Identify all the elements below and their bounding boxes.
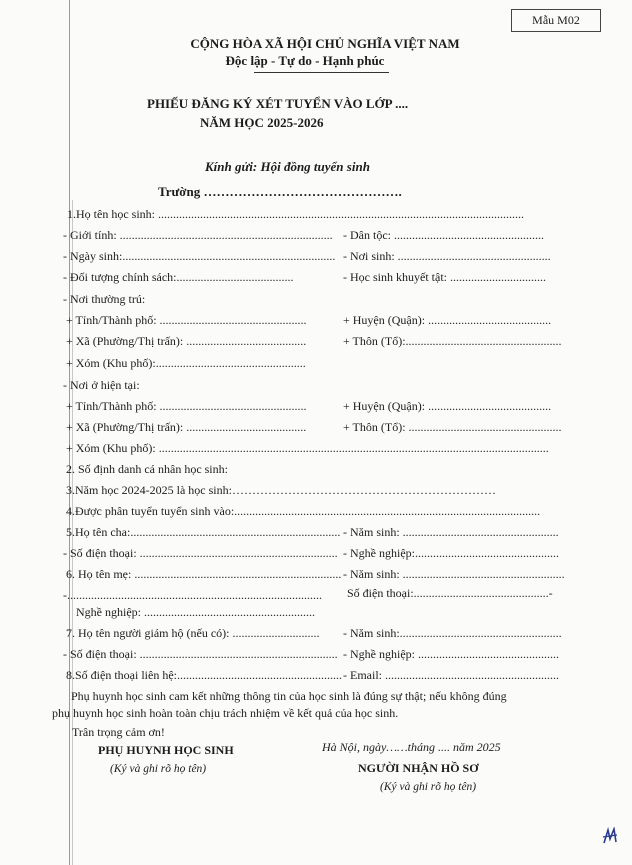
permanent-commune-field: + Xã (Phường/Thị trấn): ........................................ bbox=[66, 334, 307, 348]
school-line: Trường ………………………………………. bbox=[158, 184, 402, 199]
form-code-box: Mẫu M02 bbox=[511, 9, 601, 32]
previous-year-field: 3.Năm học 2024-2025 là học sinh:………………………………………………………… bbox=[66, 483, 496, 497]
permanent-village-field: + Thôn (Tổ):.................................................... bbox=[343, 334, 562, 348]
commitment-line1: Phụ huynh học sinh cam kết những thông tin của học sinh là đúng sự thật; nếu không đúng bbox=[71, 689, 507, 703]
commitment-line2: phụ huynh học sinh hoàn toàn chịu trách nhiệm về kết quả của học sinh. bbox=[52, 706, 399, 720]
form-title: PHIẾU ĐĂNG KÝ XÉT TUYỂN VÀO LỚP .... bbox=[147, 96, 409, 111]
mother-job-field: Nghề nghiệp: ......................................................... bbox=[76, 605, 315, 619]
permanent-province-field: + Tỉnh/Thành phố: ................................................. bbox=[66, 313, 307, 327]
thanks-line: Trân trọng cảm ơn! bbox=[72, 725, 165, 739]
birth-place-field: - Nơi sinh: ................................................... bbox=[343, 249, 551, 263]
father-phone-field: - Số điện thoại: .................................................................. bbox=[63, 546, 338, 560]
permanent-district-field: + Huyện (Quận): ......................................... bbox=[343, 313, 552, 327]
parent-signature-title: PHỤ HUYNH HỌC SINH bbox=[98, 743, 234, 757]
ethnicity-field: - Dân tộc: .................................................. bbox=[343, 228, 544, 242]
date-line: Hà Nội, ngày……tháng .... năm 2025 bbox=[322, 740, 501, 754]
guardian-phone-field: - Số điện thoại: .................................................................. bbox=[63, 647, 338, 661]
receiver-signature-note: (Ký và ghi rõ họ tên) bbox=[380, 781, 477, 793]
student-id-field: 2. Số định danh cá nhân học sinh: bbox=[66, 462, 228, 476]
father-job-field: - Nghề nghiệp:................................................ bbox=[343, 546, 559, 560]
current-village-field: + Thôn (Tổ): ................................................... bbox=[343, 420, 562, 434]
motto: Độc lập - Tự do - Hạnh phúc bbox=[225, 53, 385, 68]
country-heading: CỘNG HÒA XÃ HỘI CHỦ NGHĨA VIỆT NAM bbox=[190, 36, 460, 51]
policy-field: - Đối tượng chính sách:....................................... bbox=[63, 270, 294, 284]
assigned-school-field: 4.Được phân tuyển tuyển sinh vào:...................................................................................................... bbox=[66, 504, 541, 518]
disability-field: - Học sinh khuyết tật: ................................ bbox=[343, 270, 546, 284]
birth-date-field: - Ngày sinh:....................................................................... bbox=[63, 249, 336, 263]
mother-phone-field: Số điện thoại:.............................................- bbox=[347, 586, 553, 600]
parent-signature-note: (Ký và ghi rõ họ tên) bbox=[110, 763, 207, 775]
receiver-signature-title: NGƯỜI NHẬN HỒ SƠ bbox=[358, 761, 479, 775]
father-birth-year-field: - Năm sinh: .................................................... bbox=[343, 525, 559, 539]
current-province-field: + Tỉnh/Thành phố: ................................................. bbox=[66, 399, 307, 413]
gender-field: - Giới tính: ....................................................................... bbox=[63, 228, 333, 242]
contact-phone-field: 8.Số điện thoại liên hệ:....................................................... bbox=[66, 668, 342, 682]
school-year: NĂM HỌC 2025-2026 bbox=[200, 115, 324, 130]
father-name-field: 5.Họ tên cha:...................................................................... bbox=[66, 525, 341, 539]
mother-name-field: 6. Họ tên mẹ: ..................................................................... bbox=[66, 567, 342, 581]
mother-extra-field: -..................................................................................... bbox=[63, 588, 322, 602]
guardian-job-field: - Nghề nghiệp: ............................................... bbox=[343, 647, 559, 661]
current-hamlet-field: + Xóm (Khu phố): .................................................................................................................................. bbox=[66, 441, 549, 455]
current-address-heading: - Nơi ở hiện tại: bbox=[63, 378, 140, 392]
email-field: - Email: .......................................................... bbox=[343, 668, 559, 682]
mother-birth-year-field: - Năm sinh: ...................................................... bbox=[343, 567, 565, 581]
handwritten-mark-icon bbox=[602, 827, 618, 845]
current-commune-field: + Xã (Phường/Thị trấn): ........................................ bbox=[66, 420, 307, 434]
current-district-field: + Huyện (Quận): ......................................... bbox=[343, 399, 552, 413]
guardian-name-field: 7. Họ tên người giám hộ (nếu có): ............................. bbox=[66, 626, 320, 640]
permanent-address-heading: - Nơi thường trú: bbox=[63, 292, 146, 306]
guardian-birth-year-field: - Năm sinh:...................................................... bbox=[343, 626, 562, 640]
permanent-hamlet-field: + Xóm (Khu phố):.................................................. bbox=[66, 356, 306, 370]
student-name-field: 1.Họ tên học sinh: .......................................................................................................................... bbox=[67, 207, 524, 221]
motto-underline bbox=[254, 72, 389, 73]
addressee: Kính gửi: Hội đồng tuyển sinh bbox=[205, 159, 370, 174]
